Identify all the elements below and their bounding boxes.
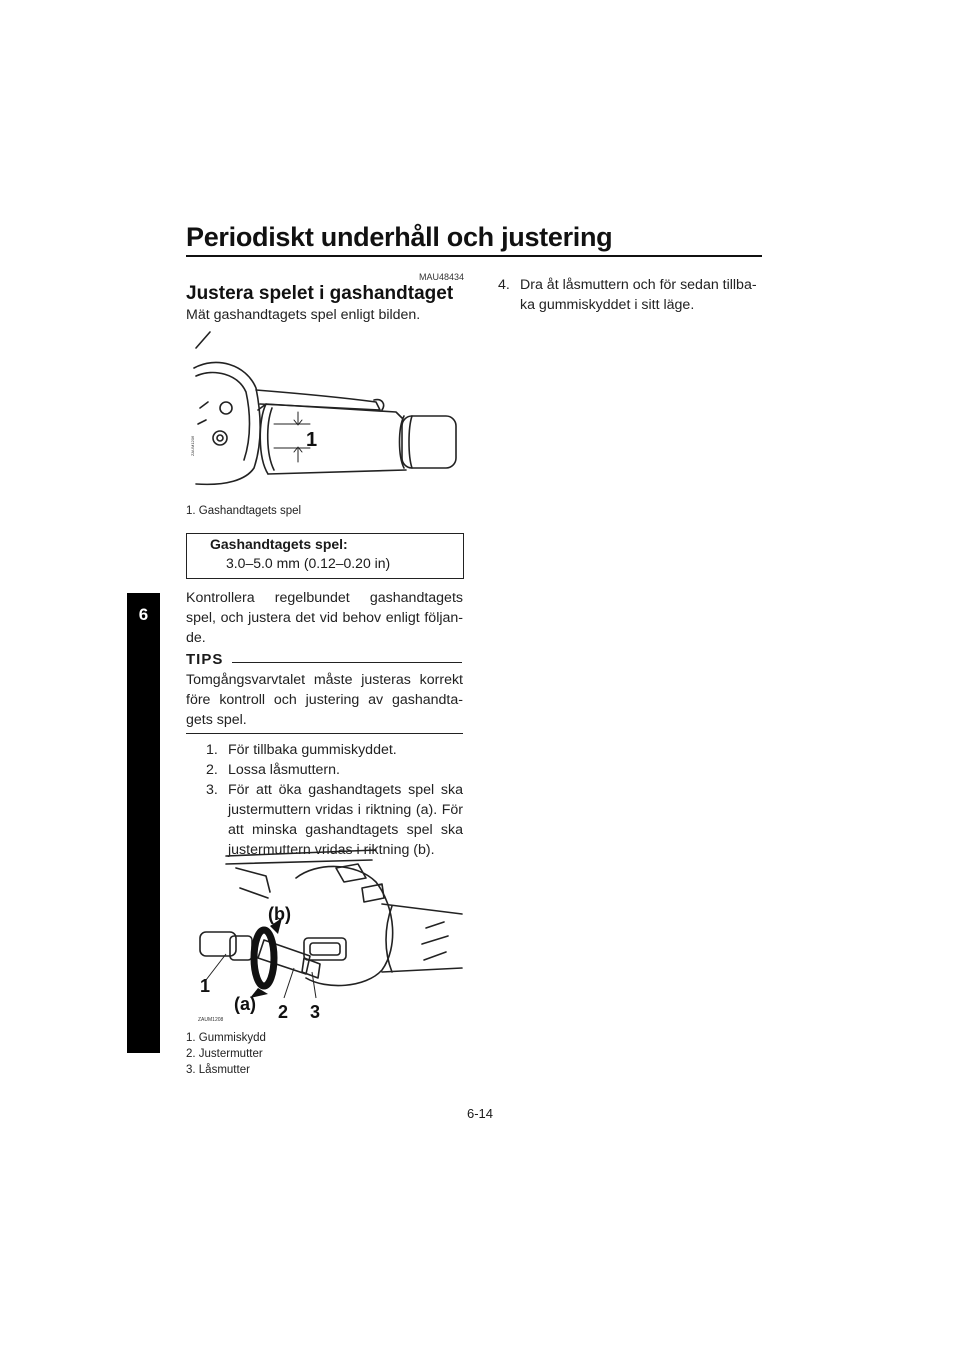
maintenance-paragraph: Kontrollera regelbundet gashandtagets spel, och justera det vid behov enligt följan-de. xyxy=(186,590,463,646)
throttle-grip-illustration xyxy=(186,328,466,498)
figure1-caption: 1. Gashandtagets spel xyxy=(186,505,302,517)
page-title: Periodiskt underhåll och justering xyxy=(186,222,613,252)
figure2-captions xyxy=(186,1030,266,1078)
step-text: För att öka gashandtagets spel ska justermuttern vridas i riktning (a). För att minska gashandtagets spel ska justermuttern vridas i riktning (b). xyxy=(228,782,463,858)
step-text: För tillbaka gummiskyddet. xyxy=(228,742,397,758)
label-a: (a) xyxy=(234,994,256,1014)
figure2-code: ZAUM1208 xyxy=(198,1017,224,1023)
section-title: Justera spelet i gashandtaget xyxy=(186,283,454,304)
chapter-tab xyxy=(127,593,160,1053)
step-number: 4. xyxy=(498,277,510,293)
page-number: 6-14 xyxy=(466,1106,494,1121)
section-code: MAU48434 xyxy=(418,272,464,282)
figure1-code: ZAUM1206 xyxy=(190,435,195,456)
figure1-callout: 1 xyxy=(306,429,318,451)
step-text: Lossa låsmuttern. xyxy=(228,762,340,778)
step-text: Dra åt låsmuttern och för sedan tillba-ka gummiskyddet i sitt läge. xyxy=(520,277,757,313)
spec-value: 3.0–5.0 mm (0.12–0.20 in) xyxy=(226,555,391,571)
spec-label: Gashandtagets spel: xyxy=(210,536,348,552)
section-intro: Mät gashandtagets spel enligt bilden. xyxy=(186,307,421,323)
tips-heading: TIPS xyxy=(186,651,224,668)
figure2-caption: 1. Gummiskydd xyxy=(186,1032,266,1044)
adjuster-illustration xyxy=(186,848,466,1028)
tips-end-rule xyxy=(186,733,463,734)
chapter-number: 6 xyxy=(138,605,149,624)
figure2-callout-1: 1 xyxy=(200,976,211,996)
steps-list xyxy=(206,740,463,860)
figure2-callout-2: 2 xyxy=(278,1002,289,1022)
list-item xyxy=(206,760,463,780)
tips-text: Tomgångsvarvtalet måste justeras korrekt före kontroll och justering av gashandta-gets spel. xyxy=(186,672,463,728)
steps-list-continued xyxy=(498,275,762,315)
step-number: 3. xyxy=(206,782,218,798)
figure2-caption: 2. Justermutter xyxy=(186,1048,263,1060)
step-number: 1. xyxy=(206,742,218,758)
list-item xyxy=(498,275,762,315)
step-number: 2. xyxy=(206,762,218,778)
header-rule xyxy=(186,255,762,257)
tips-rule xyxy=(232,662,462,663)
figure2-callout-3: 3 xyxy=(310,1002,321,1022)
figure2-caption: 3. Låsmutter xyxy=(186,1064,250,1076)
label-b: (b) xyxy=(268,904,291,924)
list-item xyxy=(206,740,463,760)
